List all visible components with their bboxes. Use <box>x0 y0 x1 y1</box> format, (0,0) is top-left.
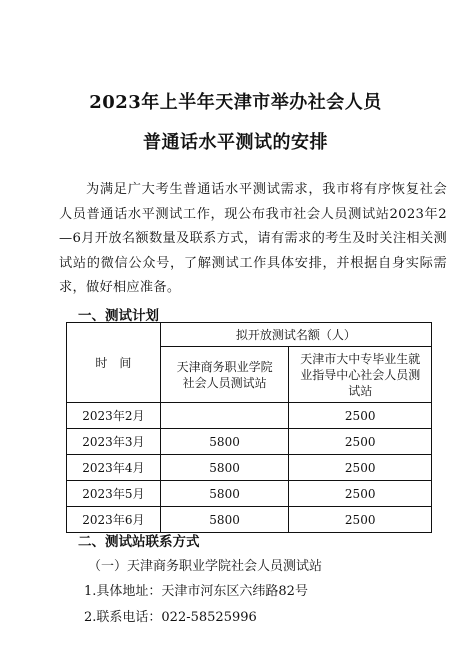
table-header-quota: 拟开放测试名额（人） <box>160 323 431 347</box>
section-heading-test-plan: 一、测试计划 <box>78 308 159 324</box>
table-cell-station2: 2500 <box>289 403 432 429</box>
table-header-time: 时 间 <box>67 323 161 403</box>
table-cell-month: 2023年4月 <box>67 455 161 481</box>
test-plan-table <box>66 322 432 533</box>
table-header-station2: 天津市大中专毕业生就业指导中心社会人员测试站 <box>289 347 432 403</box>
section-heading-contacts: 二、测试站联系方式 <box>78 534 200 550</box>
document-title-line2: 普通话水平测试的安排 <box>143 132 328 153</box>
table-cell-station2: 2500 <box>289 429 432 455</box>
table-row <box>67 481 432 507</box>
table-row <box>67 507 432 533</box>
table-cell-station1: 5800 <box>160 481 289 507</box>
table-cell-station2: 2500 <box>289 455 432 481</box>
station1-phone: 2.联系电话：022-58525996 <box>84 610 257 625</box>
table-cell-station1: 5800 <box>160 455 289 481</box>
table-row <box>67 403 432 429</box>
table-row <box>67 429 432 455</box>
document-title-line1: 2023年上半年天津市举办社会人员 <box>89 92 382 113</box>
table-cell-month: 2023年5月 <box>67 481 161 507</box>
table-cell-station1: 5800 <box>160 507 289 533</box>
table-cell-station1: 5800 <box>160 429 289 455</box>
station1-address: 1.具体地址：天津市河东区六纬路82号 <box>84 584 308 599</box>
table-cell-station1 <box>160 403 289 429</box>
table-cell-month: 2023年3月 <box>67 429 161 455</box>
station1-heading: （一）天津商务职业学院社会人员测试站 <box>88 559 323 574</box>
table-cell-month: 2023年6月 <box>67 507 161 533</box>
table-row <box>67 455 432 481</box>
table-cell-station2: 2500 <box>289 507 432 533</box>
table-header-station1: 天津商务职业学院社会人员测试站 <box>160 347 289 403</box>
intro-paragraph: 为满足广大考生普通话水平测试需求，我市将有序恢复社会人员普通话水平测试工作，现公布我市社会人员测试站2023年2—6月开放名额数量及联系方式，请有需求的考生及时关注相关测试站的微信公众号，了解测试工作具体安排，并根据自身实际需求，做好相应准备。 <box>59 182 447 295</box>
table-cell-station2: 2500 <box>289 481 432 507</box>
table-cell-month: 2023年2月 <box>67 403 161 429</box>
